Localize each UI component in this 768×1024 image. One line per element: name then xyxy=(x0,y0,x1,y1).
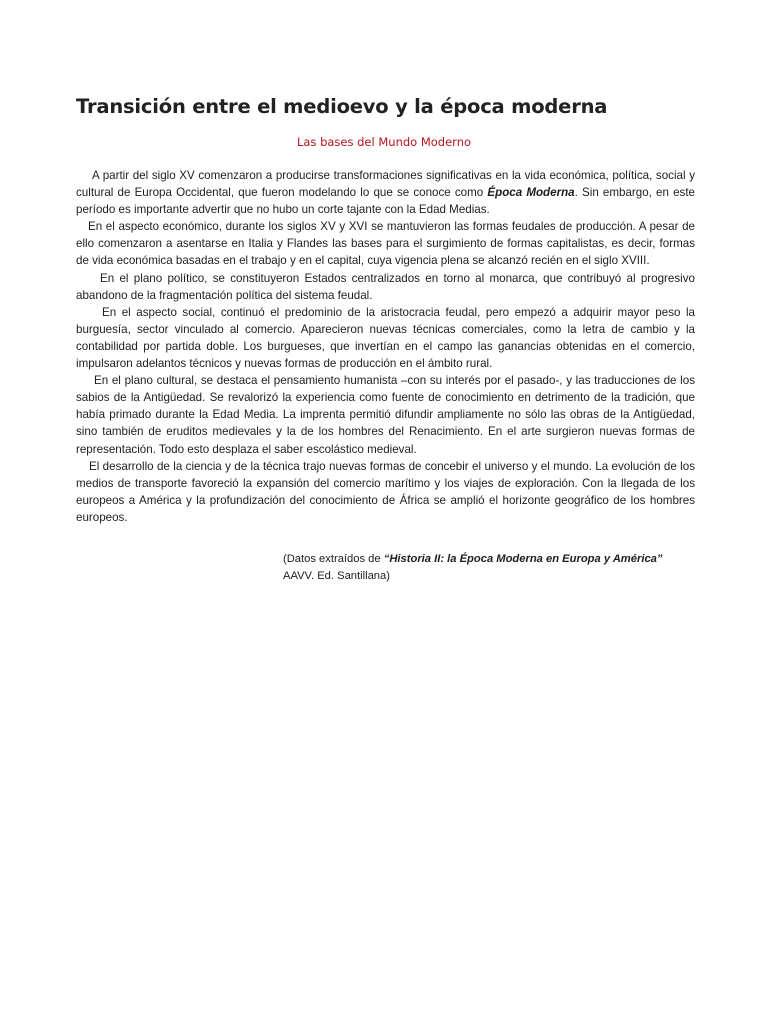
paragraph-political: En el plano político, se constituyeron Estados centralizados en torno al monarca, que contribuyó al progresivo abandono de la fragmentación política del sistema feudal. xyxy=(76,271,695,302)
source-citation-suffix: AAVV. Ed. Santillana) xyxy=(283,570,390,582)
source-citation xyxy=(283,551,683,585)
paragraph-social: En el aspecto social, continuó el predominio de la aristocracia feudal, pero empezó a adquirir mayor peso la burguesía, sector vinculado al comercio. Aparecieron nuevas técnicas comerciales, como la letra de cambio y la contabilidad por partida doble. Los burgueses, que invertían en el campo las ganancias obtenidas en el comercio, impulsaron adelantos técnicos y nuevas formas de producción en el ámbito rural. xyxy=(76,305,695,371)
paragraph-science: El desarrollo de la ciencia y de la técnica trajo nuevas formas de concebir el universo y el mundo. La evolución de los medios de transporte favoreció la expansión del comercio marítimo y los viajes de exploración. Con la llegada de los europeos a América y la profundización del conocimiento de África se amplió el horizonte geográfico de los hombres europeos. xyxy=(76,459,695,524)
paragraph-cultural: En el plano cultural, se destaca el pensamiento humanista –con su interés por el pasado-, y las traducciones de los sabios de la Antigüedad. Se revalorizó la experiencia como fuente de conocimiento en detrimento de la tradición, que había primado durante la Edad Media. La imprenta permitió difundir ampliamente no sólo las obras de la Antigüedad, sino también de eruditos medievales y la de los hombres del Renacimiento. En el arte surgieron nuevas formas de representación. Todo esto desplaza el saber escolástico medieval. xyxy=(76,374,695,456)
document-body xyxy=(76,167,695,526)
emphasis-epoca-moderna xyxy=(487,186,574,199)
paragraph-intro-text-end: . Sin embargo, en este período es importante advertir que no hubo un corte tajante con la Edad Medias. xyxy=(76,186,696,217)
paragraph-economic: En el aspecto económico, durante los siglos XV y XVI se mantuvieron las formas feudales de producción. A pesar de ello comenzaron a asentarse en Italia y Flandes las bases para el surgimiento de formas capitalistas, es decir, formas de vida económica basadas en el trabajo y en el capital, cuya vigencia plena se alcanzó recién en el siglo XVIII. xyxy=(76,220,695,268)
paragraph-intro xyxy=(76,167,695,218)
source-book-title xyxy=(384,553,663,565)
emphasis-epoca-moderna-text: Época Moderna xyxy=(487,186,575,200)
paragraph-intro-text-start: A partir del siglo XV comenzaron a producirse transformaciones significativas en la vida económica, política, social y cultural de Europa Occidental, que fueron modelando lo que se conoce como xyxy=(76,169,695,200)
source-book-title-text: “Historia II: la Época Moderna en Europa y América” xyxy=(383,553,663,565)
source-citation-prefix: (Datos extraídos de xyxy=(283,553,384,565)
page-title: Transición entre el medioevo y la época moderna xyxy=(76,95,608,118)
page-subtitle: Las bases del Mundo Moderno xyxy=(296,135,472,149)
